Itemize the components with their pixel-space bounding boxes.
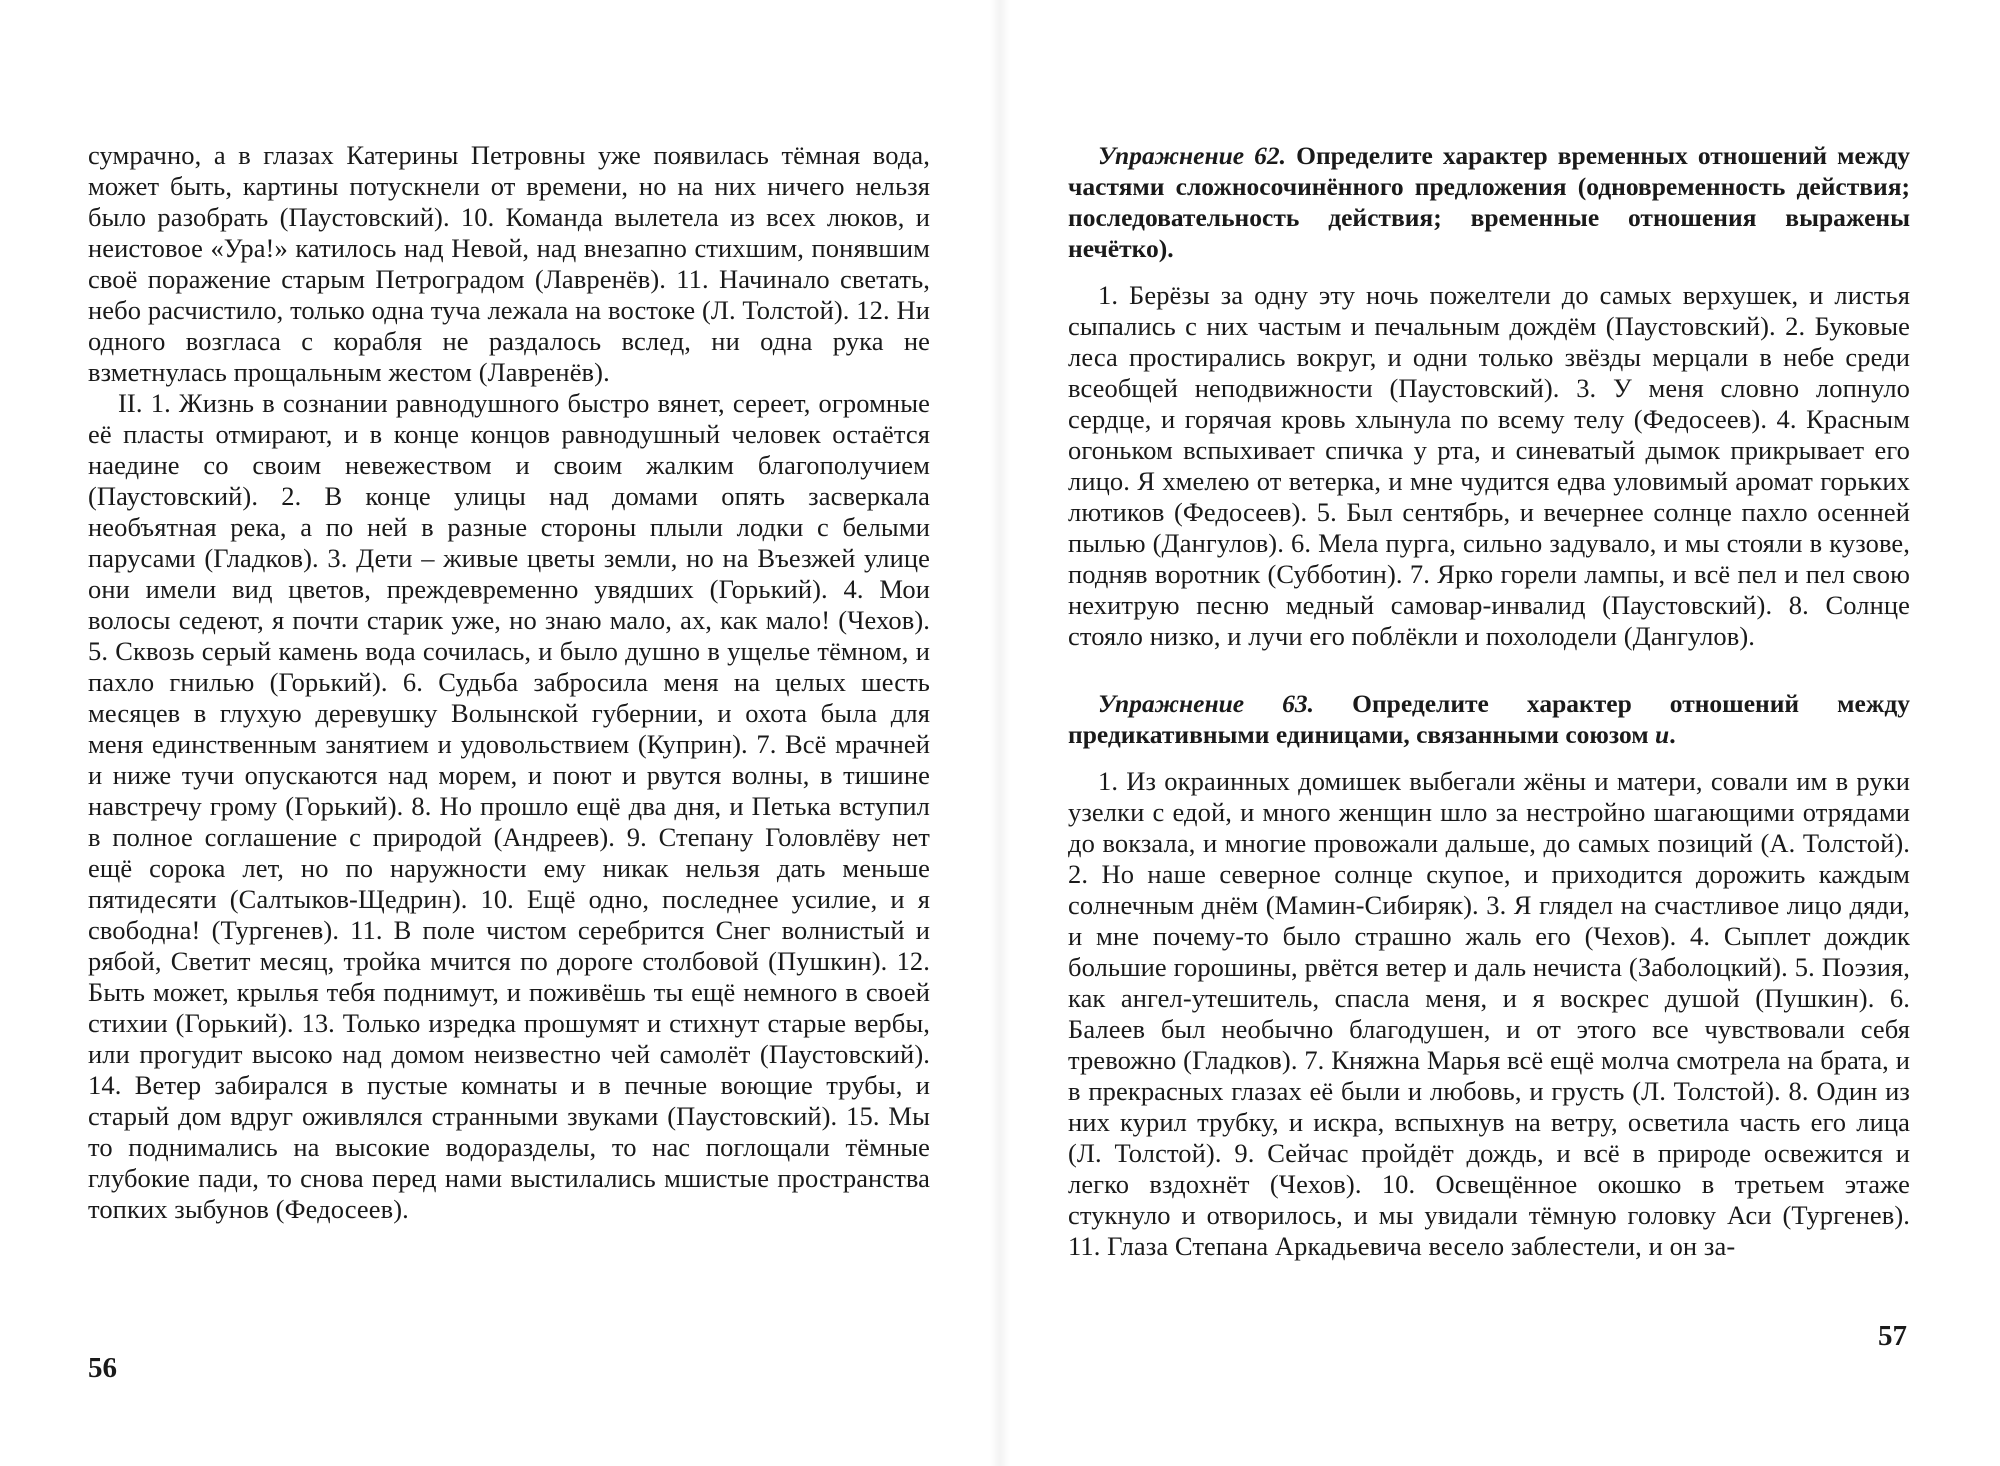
exercise-63-instruction-end: . <box>1669 720 1676 749</box>
page-number-right: 57 <box>1878 1320 1907 1352</box>
left-paragraph-part-two: II. 1. Жизнь в сознании равнодушного быстро вянет, сереет, огромные её пласты отмирают, и в конце концов равнодушный человек остаётся наедине со своим невежеством и своим жалким благополучием (Паустовский). 2. В конце улицы над домами опять засверкала необъятная река, а по ней в разные стороны плыли лодки с белыми парусами (Гладков). 3. Дети – живые цветы земли, но на Въезжей улице они имели вид цветов, преждевременно увядших (Горький). 4. Мои волосы седеют, я почти старик уже, но знаю мало, ах, как мало! (Чехов). 5. Сквозь серый камень вода сочилась, и было душно в ущелье тёмном, и пахло гнилью (Горький). 6. Судьба забросила меня на целых шесть месяцев в глухую деревушку Волынской губернии, и охота была для меня единственным занятием и удовольствием (Куприн). 7. Всё мрачней и ниже тучи опускаются над морем, и поют и рвутся волны, в тишине навстречу грому (Горький). 8. Но прошло ещё два дня, и Петька вступил в полное соглашение с природой (Андреев). 9. Степану Головлёву нет ещё сорока лет, но по наружности ему никак нельзя дать меньше пятидесяти (Салтыков-Щедрин). 10. Ещё одно, последнее усилие, и я свободна! (Тургенев). 11. В поле чистом серебрится Снег волнистый и рябой, Светит месяц, тройка мчится по дороге столбовой (Пушкин). 12. Быть может, крылья тебя поднимут, и поживёшь ты ещё немного в своей стихии (Горький). 13. Только изредка прошумят и стихнут старые вербы, или прогудит высоко над домом неизвестно чей самолёт (Паустовский). 14. Ветер забирался в пустые комнаты и в печные воющие трубы, и старый дом вдруг оживлялся странными звуками (Паустовский). 15. Мы то поднимались на высокие водоразделы, то нас поглощали тёмные глубокие пади, то снова перед нами выстилались мшистые пространства топких зыбунов (Федосеев). <box>88 388 930 1224</box>
exercise-63-instruction: Определите характер отношений между предикативными единицами, связанными союзом <box>1068 689 1910 749</box>
left-page <box>88 140 930 1225</box>
exercise-62-heading <box>1068 140 1910 264</box>
exercise-62-title: Упражнение 62. <box>1098 141 1287 170</box>
book-gutter <box>990 0 1010 1466</box>
exercise-63-text: 1. Из окраинных домишек выбегали жёны и матери, совали им в руки узелки с едой, и много женщин шло за нестройно шагающими отрядами до вокзала, и многие провожали дальше, до самых позиций (А. Толстой). 2. Но наше северное солнце скупое, и приходится дорожить каждым солнечным днём (Мамин-Сибиряк). 3. Я глядел на счастливое лицо дяди, и мне почему-то было страшно жаль его (Чехов). 4. Сыплет дождик большие горошины, рвётся ветер и даль нечиста (Заболоцкий). 5. Поэзия, как ангел-утешитель, спасла меня, и я воскрес душой (Пушкин). 6. Балеев был необычно благодушен, и от этого все чувствовали себя тревожно (Гладков). 7. Княжна Марья всё ещё молча смотрела на брата, и в прекрасных глазах её были и любовь, и грусть (Л. Толстой). 8. Один из них курил трубку, и искра, вспыхнув на ветру, осветила часть его лица (Л. Толстой). 9. Сейчас пройдёт дождь, и всё в природе освежится и легко вздохнёт (Чехов). 10. Освещённое окошко в третьем этаже стукнуло и отворилось, и мы увидали тёмную головку Аси (Тургенев). 11. Глаза Степана Аркадьевича весело заблестели, и он за- <box>1068 766 1910 1261</box>
left-paragraph-continuation: сумрачно, а в глазах Катерины Петровны уже появилась тёмная вода, может быть, картины потускнели от времени, но на них ничего нельзя было разобрать (Паустовский). 10. Команда вылетела из всех люков, и неистовое «Ура!» катилось над Невой, над внезапно стихшим, понявшим своё поражение старым Петроградом (Лавренёв). 11. Начинало светать, небо расчистило, только одна туча лежала на востоке (Л. Толстой). 12. Ни одного возгласа с корабля не раздалось вслед, ни одна рука не взметнулась прощальным жестом (Лавренёв). <box>88 140 930 387</box>
page-number-left: 56 <box>88 1352 117 1384</box>
right-page <box>1068 140 1910 1262</box>
exercise-63-conjunction: и <box>1655 720 1670 749</box>
exercise-62-instruction: Определите характер временных отношений между частями сложносочинённого предложения (одновременность действия; последовательность действия; временные отношения выражены нечётко). <box>1068 141 1910 263</box>
exercise-62-text: 1. Берёзы за одну эту ночь пожелтели до самых верхушек, и листья сыпались с них частым и печальным дождём (Паустовский). 2. Буковые леса простирались вокруг, и одни только звёзды мерцали в небе среди всеобщей неподвижности (Паустовский). 3. У меня словно лопнуло сердце, и горячая кровь хлынула по всему телу (Федосеев). 4. Красным огоньком вспыхивает спичка у рта, и синеватый дымок прикрывает его лицо. Я хмелею от ветерка, и мне чудится едва уловимый аромат горьких лютиков (Федосеев). 5. Был сентябрь, и вечернее солнце пахло осенней пылью (Дангулов). 6. Мела пурга, сильно задувало, и мы стояли в кузове, подняв воротник (Субботин). 7. Ярко горели лампы, и всё пел и пел свою нехитрую песню медный самовар-инвалид (Паустовский). 8. Солнце стояло низко, и лучи его поблёкли и похолодели (Дангулов). <box>1068 280 1910 651</box>
exercise-63-heading <box>1068 688 1910 750</box>
exercise-63-title: Упражнение 63. <box>1098 689 1315 718</box>
